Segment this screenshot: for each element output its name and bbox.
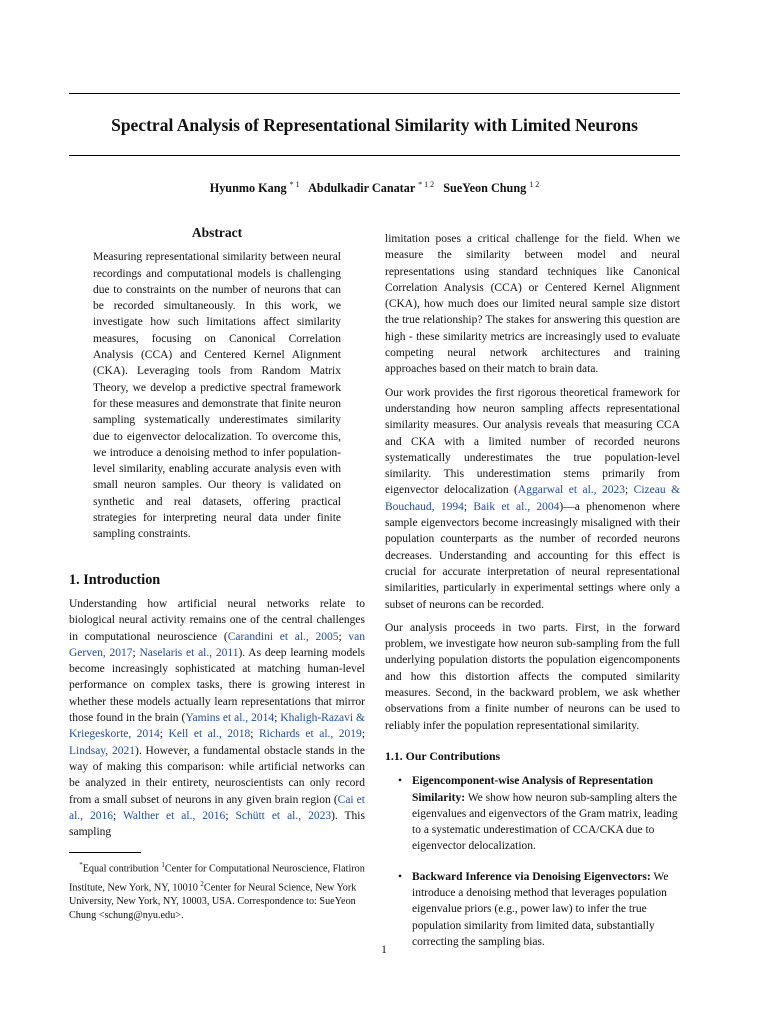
body-paragraph: Our work provides the first rigorous theoretical framework for understanding how neuron sampling affects representational similarity measures. Our analysis reveals that measuring CCA and CKA with a limited number of recorded neurons systematically underestimates the true population-level similarity. This underestimation stems primarily from eigenvector delocalization (Aggarwal et al., 2023; Cizeau & Bouchaud, 1994; Baik et al., 2004)—a phenomenon where sample eigenvectors become increasingly misaligned with their population counterparts as the number of recorded neurons decreases. Understanding and accounting for this effect is crucial for accurate interpretation of neural representational similarities, particularly in experimental settings where only a subset of neurons can be recorded. — [385, 386, 681, 611]
author-name: Hyunmo Kang — [209, 181, 287, 196]
title-rule-bottom — [69, 155, 680, 156]
citation-link[interactable]: Cai et al., 2016 — [69, 793, 365, 822]
subsection-heading-contributions: 1.1. Our Contributions — [385, 748, 501, 763]
title-rule-top — [69, 93, 680, 94]
citation-link[interactable]: Lindsay, 2021 — [69, 744, 135, 757]
list-item: • Eigencomponent-wise Analysis of Representation Similarity: We show how neuron sub-sampling alters the eigenvalues and eigenvectors of the Gram matrix, leading to a systematic underestimation of CCA/CKA due to eigenvector delocalization. — [398, 775, 678, 853]
intro-paragraph: Understanding how artificial neural networks relate to biological neural activity remains one of the central challenges in computational neuroscience (Carandini et al., 2005; van Gerven, 2017; Naselaris et al., 2011). As deep learning models become increasingly sophisticated at matching human-level performance on complex tasks, there is growing interest in whether these models actually learn representations that mirror those found in the brain (Yamins et al., 2014; Khaligh-Razavi & Kriegeskorte, 2014; Kell et al., 2018; Richards et al., 2019; Lindsay, 2021). However, a fundamental obstacle stands in the way of making this comparison: while artificial networks can be analyzed in their entirety, neuroscientists can only record from a small subset of neurons in any given brain region (Cai et al., 2016; Walther et al., 2016; Schütt et al., 2023). This sampling — [69, 597, 366, 839]
citation-link[interactable]: Yamins et al., 2014 — [185, 712, 275, 725]
author-affiliation: * 1 2 — [418, 180, 435, 189]
author-list — [69, 180, 680, 196]
section-heading-introduction: 1. Introduction — [69, 571, 161, 588]
citation-link[interactable]: Walther et al., 2016 — [122, 809, 226, 822]
citation-link[interactable]: Richards et al., 2019 — [259, 728, 362, 741]
paper-title: Spectral Analysis of Representational Similarity with Limited Neurons — [111, 115, 638, 135]
body-paragraph: limitation poses a critical challenge for the field. When we measure the similarity between model and neural representations using standard techniques like Canonical Correlation Analysis (CCA) or Centered Kernel Alignment (CKA), how much does our limited neural sample size distort the true relationship? The stakes for answering this question are high - these similarity metrics are increasingly used to evaluate competing neural network architectures and training approaches based on their match to brain data. — [385, 233, 680, 376]
abstract-text: Measuring representational similarity between neural recordings and computational models is challenging due to constraints on the number of neurons that can be recorded simultaneously. In this work, we investigate how such limitations affect similarity measures, focusing on Canonical Correlation Analysis (CCA) and Centered Kernel Alignment (CKA). Leveraging tools from Random Matrix Theory, we develop a predictive spectral framework for these measures and demonstrate that finite neuron sampling systematically underestimates similarity due to eigenvector delocalization. To overcome this, we introduce a denoising method to infer population-level similarity, enabling accurate analysis even with small neuron samples. Our theory is validated on synthetic and real datasets, offering practical strategies for interpreting neural data under finite sampling constraints. — [93, 251, 341, 541]
author-name: Abdulkadir Canatar — [308, 181, 416, 196]
abstract-heading: Abstract — [191, 225, 243, 240]
author-affiliation: * 1 — [289, 180, 300, 189]
bullet: • — [398, 775, 403, 788]
citation-link[interactable]: Naselaris et al., 2011 — [139, 646, 239, 659]
citation-link[interactable]: van Gerven, 2017 — [69, 630, 365, 659]
page-number: 1 — [381, 944, 387, 956]
citation-link[interactable]: Khaligh-Razavi & Kriegeskorte, 2014 — [69, 712, 365, 741]
right-column — [385, 231, 680, 964]
body-paragraph: Our analysis proceeds in two parts. First, in the forward problem, we investigate how neuron sub-sampling from the full underlying population distorts the population eigencomponents and how this distortion affects the computed similarity measures. Second, in the backward problem, we ask whether observations from a finite number of neurons can be used to reliably infer the population representational similarity. — [385, 621, 680, 732]
contributions-list — [385, 773, 680, 950]
author-name: SueYeon Chung — [443, 181, 527, 196]
citation-link[interactable]: Cizeau & Bouchaud, 1994 — [385, 484, 681, 513]
footnote-rule — [69, 852, 141, 853]
bullet: • — [398, 870, 403, 883]
author-affiliation: 1 2 — [529, 180, 540, 189]
citation-link[interactable]: Baik et al., 2004 — [473, 500, 560, 513]
list-item: • Backward Inference via Denoising Eigenvectors: We introduce a denoising method that leverages population eigenvalue priors (e.g., power law) to infer the true population similarity from limited data, substantially correcting the sampling bias. — [398, 870, 669, 948]
citation-link[interactable]: Kell et al., 2018 — [168, 728, 251, 741]
citation-link[interactable]: Carandini et al., 2005 — [227, 630, 339, 643]
left-column — [69, 225, 365, 923]
footnote: *Equal contribution $^1$Center for Computational Neuroscience, Flatiron Institute, New York, NY, 10010 $^2$Center for Neural Science, New York University, New York, NY, 10003, USA. Correspondence to: SueYeon Chung <schung@nyu.edu>. — [69, 861, 365, 922]
citation-link[interactable]: Aggarwal et al., 2023 — [517, 484, 625, 497]
citation-link[interactable]: Schütt et al., 2023 — [235, 809, 332, 822]
